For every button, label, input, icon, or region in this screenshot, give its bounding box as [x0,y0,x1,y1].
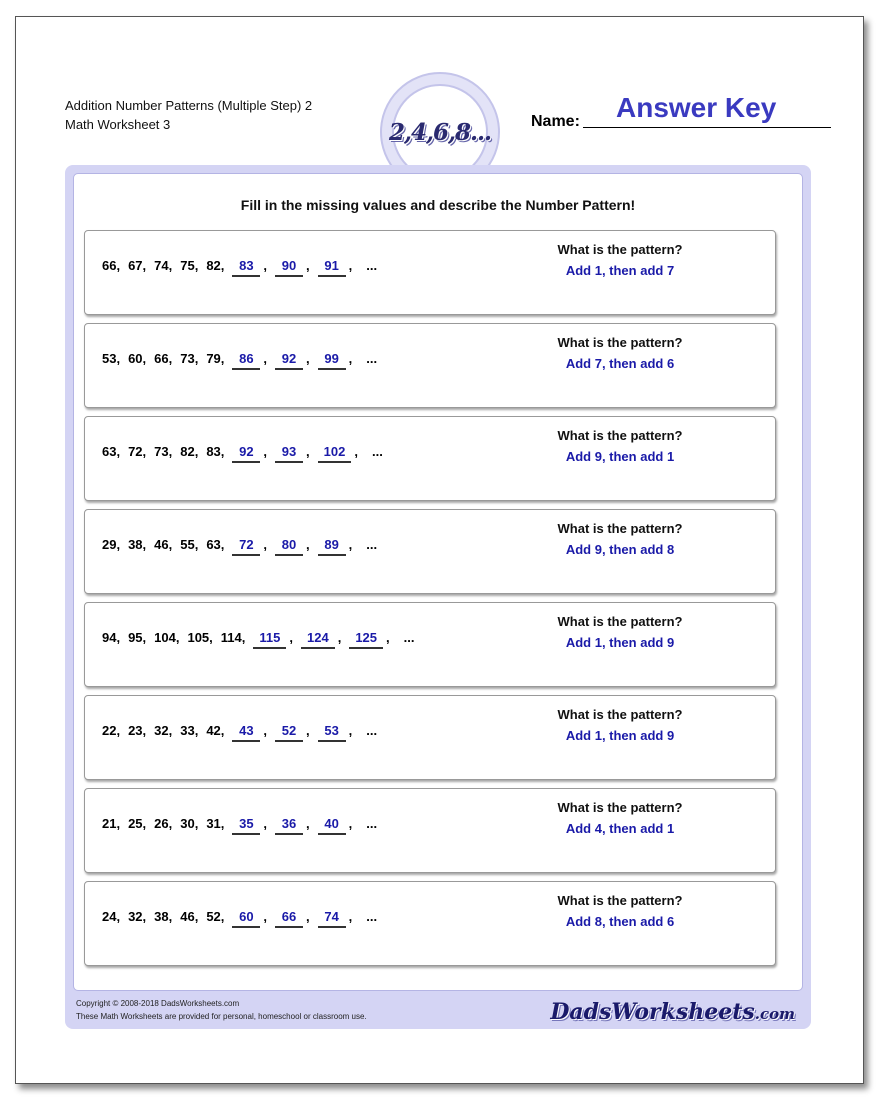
given-number: 55, [180,537,199,552]
number-sequence [102,444,383,463]
usage-note: These Math Worksheets are provided for personal, homeschool or classroom use. [76,1012,367,1021]
separator: , [306,351,310,366]
given-number: 67, [128,258,147,273]
pattern-question: What is the pattern? [557,428,683,443]
given-number: 24, [102,909,121,924]
answer-blank: 52 [275,723,303,742]
given-number: 42, [206,723,225,738]
ellipsis: ... [403,630,415,645]
separator: , [348,816,353,831]
pattern-box [515,707,725,743]
given-number: 79, [206,351,225,366]
given-number: 22, [102,723,121,738]
pattern-box [515,428,725,464]
separator: , [348,909,353,924]
dadsworksheets-logo [550,999,795,1025]
given-number: 32, [154,723,173,738]
ellipsis: ... [366,723,378,738]
answer-blank: 93 [275,444,303,463]
separator: , [348,258,353,273]
given-number: 82, [180,444,199,459]
separator: , [348,723,353,738]
number-sequence [102,351,377,370]
number-sequence [102,909,377,928]
answer-blank: 90 [275,258,303,277]
given-number: 30, [180,816,199,831]
worksheet-title: Addition Number Patterns (Multiple Step) 2 [65,98,313,113]
separator: , [354,444,358,459]
pattern-box [515,614,725,650]
separator: , [337,630,342,645]
problem-row [84,509,776,594]
given-number: 31, [206,816,225,831]
given-number: 38, [128,537,147,552]
answer-blank: 36 [275,816,303,835]
given-number: 66, [102,258,121,273]
separator: , [289,630,293,645]
given-number: 66, [154,351,173,366]
pattern-answer: Add 8, then add 6 [565,914,675,929]
pattern-question: What is the pattern? [557,614,683,629]
given-number: 26, [154,816,173,831]
pattern-answer: Add 1, then add 9 [565,635,675,650]
answer-blank: 92 [275,351,303,370]
problem-row [84,695,776,780]
pattern-question: What is the pattern? [557,521,683,536]
answer-blank: 92 [232,444,260,463]
answer-blank: 91 [318,258,346,277]
copyright-text: Copyright © 2008-2018 DadsWorksheets.com [76,999,240,1008]
answer-blank: 83 [232,258,260,277]
separator: , [348,351,353,366]
given-number: 83, [206,444,225,459]
logo-main: DadsWorksheets [550,999,755,1025]
given-number: 82, [206,258,225,273]
given-number: 63, [206,537,225,552]
name-label: Name: [531,113,580,130]
pattern-answer: Add 9, then add 1 [565,449,675,464]
number-sequence [102,723,377,742]
number-sequence [102,630,414,649]
title-block [65,96,312,134]
given-number: 46, [180,909,199,924]
given-number: 63, [102,444,121,459]
ellipsis: ... [366,537,378,552]
separator: , [386,630,390,645]
worksheet-frame [65,165,811,1029]
answer-blank: 115 [253,630,286,649]
answer-blank: 74 [318,909,346,928]
separator: , [263,816,268,831]
answer-blank: 66 [275,909,303,928]
pattern-answer: Add 9, then add 8 [565,542,675,557]
given-number: 25, [128,816,147,831]
pattern-question: What is the pattern? [557,242,683,257]
answer-blank: 86 [232,351,260,370]
given-number: 105, [187,630,213,645]
pattern-question: What is the pattern? [557,800,683,815]
separator: , [263,444,268,459]
separator: , [306,723,310,738]
pattern-question: What is the pattern? [557,893,683,908]
pattern-question: What is the pattern? [557,707,683,722]
given-number: 29, [102,537,121,552]
ellipsis: ... [371,444,383,459]
answer-key-label: Answer Key [616,92,777,123]
separator: , [263,723,268,738]
pattern-box [515,242,725,278]
answer-blank: 99 [318,351,346,370]
given-number: 114, [220,630,246,645]
worksheet-content [73,173,803,991]
given-number: 73, [180,351,199,366]
answer-blank: 35 [232,816,260,835]
separator: , [263,537,268,552]
pattern-answer: Add 1, then add 9 [565,728,675,743]
number-sequence [102,816,377,835]
badge-text: 2,4,6,8... [388,118,492,146]
number-sequence [102,258,377,277]
separator: , [306,258,310,273]
given-number: 32, [128,909,147,924]
worksheet-subtitle: Math Worksheet 3 [65,117,171,132]
ellipsis: ... [366,816,378,831]
problem-row [84,230,776,315]
pattern-answer: Add 1, then add 7 [565,263,675,278]
given-number: 38, [154,909,173,924]
pattern-question: What is the pattern? [557,335,683,350]
number-sequence [102,537,377,556]
answer-blank: 72 [232,537,260,556]
pattern-box [515,800,725,836]
answer-blank: 125 [349,630,383,649]
given-number: 104, [154,630,180,645]
answer-blank: 53 [318,723,346,742]
separator: , [306,537,310,552]
problem-row [84,788,776,873]
given-number: 95, [128,630,147,645]
pattern-box [515,521,725,557]
given-number: 73, [154,444,173,459]
separator: , [263,909,268,924]
pattern-box [515,335,725,371]
separator: , [306,444,310,459]
answer-blank: 124 [301,630,335,649]
pattern-answer: Add 4, then add 1 [565,821,675,836]
separator: , [306,909,310,924]
given-number: 60, [128,351,147,366]
problem-row [84,416,776,501]
given-number: 33, [180,723,199,738]
given-number: 72, [128,444,147,459]
logo-tld: .com [754,1005,795,1023]
answer-blank: 60 [232,909,260,928]
answer-blank: 40 [318,816,346,835]
given-number: 52, [206,909,225,924]
separator: , [263,351,268,366]
answer-blank: 80 [275,537,303,556]
separator: , [306,816,310,831]
ellipsis: ... [366,351,378,366]
ellipsis: ... [366,909,378,924]
given-number: 21, [102,816,121,831]
name-line [583,127,831,128]
pattern-answer: Add 7, then add 6 [565,356,675,371]
given-number: 75, [180,258,199,273]
pattern-box [515,893,725,929]
given-number: 46, [154,537,173,552]
ellipsis: ... [366,258,378,273]
footer-text [76,997,367,1023]
answer-blank: 43 [232,723,260,742]
instructions: Fill in the missing values and describe the Number Pattern! [240,197,636,213]
given-number: 53, [102,351,121,366]
problem-row [84,881,776,966]
given-number: 74, [154,258,173,273]
answer-blank: 102 [318,444,352,463]
given-number: 94, [102,630,121,645]
separator: , [263,258,268,273]
given-number: 23, [128,723,147,738]
separator: , [348,537,353,552]
worksheet-page [15,16,864,1084]
problem-row [84,323,776,408]
answer-blank: 89 [318,537,346,556]
problem-row [84,602,776,687]
